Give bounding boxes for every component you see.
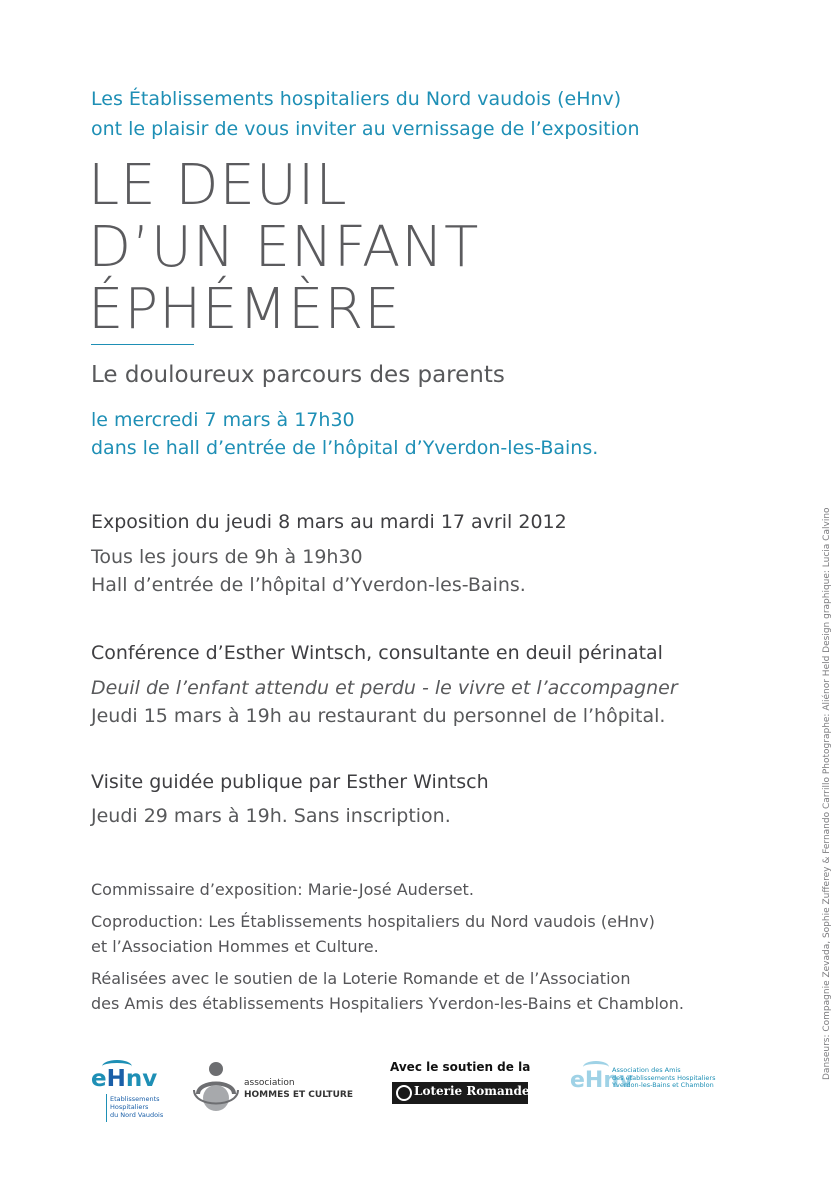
exposition-title: Exposition du jeudi 8 mars au mardi 17 avril 2012 bbox=[91, 511, 567, 533]
loterie-circle-icon bbox=[396, 1085, 412, 1101]
hommes-et-culture-text bbox=[244, 1077, 353, 1101]
conference-title: Conférence d’Esther Wintsch, consultante en deuil périnatal bbox=[91, 642, 663, 664]
ehnv-subtext bbox=[110, 1095, 163, 1119]
hommes-et-culture-figure-icon bbox=[192, 1060, 240, 1112]
side-credit: Danseurs: Compagnie Zevada, Sophie Zufferey & Fernando Carrillo Photographe: Aliénor Held Design graphique: Lucia Calvino bbox=[822, 507, 832, 1080]
title-divider bbox=[91, 344, 194, 345]
intro-text bbox=[91, 84, 640, 144]
subtitle: Le douloureux parcours des parents bbox=[91, 362, 505, 388]
ehnv-letters-nv: nv bbox=[125, 1066, 158, 1092]
loterie-name: Loterie Romande bbox=[414, 1084, 530, 1098]
intro-line-1: Les Établissements hospitaliers du Nord vaudois (eHnv) bbox=[91, 88, 622, 110]
ahc-line-1: association bbox=[244, 1078, 295, 1088]
visite-title: Visite guidée publique par Esther Wintsch bbox=[91, 771, 489, 793]
conference-topic: Deuil de l’enfant attendu et perdu - le vivre et l’accompagner bbox=[91, 677, 678, 699]
credit-soutien-2: des Amis des établissements Hospitaliers Yverdon-les-Bains et Chamblon. bbox=[91, 994, 684, 1013]
loterie-top-text: Avec le soutien de la bbox=[390, 1060, 531, 1074]
ehnv-wordmark bbox=[91, 1066, 157, 1092]
amis-line-2: des établissements Hospitaliers bbox=[612, 1073, 716, 1082]
exposition-place: Hall d’entrée de l’hôpital d’Yverdon-les-Bains. bbox=[91, 574, 526, 596]
ehnv-bar bbox=[106, 1094, 107, 1122]
vernissage-date: le mercredi 7 mars à 17h30 bbox=[91, 409, 355, 431]
title-line-1: LE DEUIL bbox=[88, 153, 348, 218]
ahc-line-2: HOMMES ET CULTURE bbox=[244, 1090, 353, 1100]
ehnv-logo bbox=[88, 1060, 178, 1130]
credits bbox=[91, 877, 684, 1016]
loterie-romande-logo bbox=[390, 1060, 530, 1110]
amis-text bbox=[612, 1067, 715, 1090]
vernissage-info bbox=[91, 406, 598, 462]
amis-line-3: Yverdon-les-Bains et Chamblon bbox=[612, 1081, 714, 1089]
hommes-et-culture-logo bbox=[192, 1060, 362, 1116]
visite-when: Jeudi 29 mars à 19h. Sans inscription. bbox=[91, 805, 451, 827]
ehnv-subtext-3: du Nord Vaudois bbox=[110, 1111, 164, 1119]
ehnv-letter-e: e bbox=[91, 1066, 107, 1092]
title-line-3: ÉPHÉMÈRE bbox=[88, 277, 401, 342]
credit-commissaire: Commissaire d’exposition: Marie-José Auderset. bbox=[91, 880, 474, 899]
credit-coproduction-2: et l’Association Hommes et Culture. bbox=[91, 937, 379, 956]
intro-line-2: ont le plaisir de vous inviter au vernissage de l’exposition bbox=[91, 118, 640, 140]
ehnv-subtext-1: Etablissements bbox=[110, 1095, 160, 1103]
credit-coproduction-1: Coproduction: Les Établissements hospitaliers du Nord vaudois (eHnv) bbox=[91, 912, 655, 931]
exposition-hours: Tous les jours de 9h à 19h30 bbox=[91, 546, 363, 568]
ehnv-letter-h: H bbox=[106, 1066, 126, 1092]
ehnv-subtext-2: Hospitaliers bbox=[110, 1103, 149, 1111]
amis-wordmark: eHnv bbox=[570, 1068, 634, 1093]
title-line-2: D’UN ENFANT bbox=[88, 215, 480, 280]
amis-line-1: Association des Amis bbox=[612, 1066, 681, 1074]
exhibition-title bbox=[88, 155, 479, 341]
vernissage-place: dans le hall d’entrée de l’hôpital d’Yverdon-les-Bains. bbox=[91, 437, 599, 459]
credit-soutien-1: Réalisées avec le soutien de la Loterie Romande et de l’Association bbox=[91, 969, 631, 988]
amis-ehnv-logo bbox=[568, 1058, 716, 1108]
conference-when: Jeudi 15 mars à 19h au restaurant du personnel de l’hôpital. bbox=[91, 705, 666, 727]
